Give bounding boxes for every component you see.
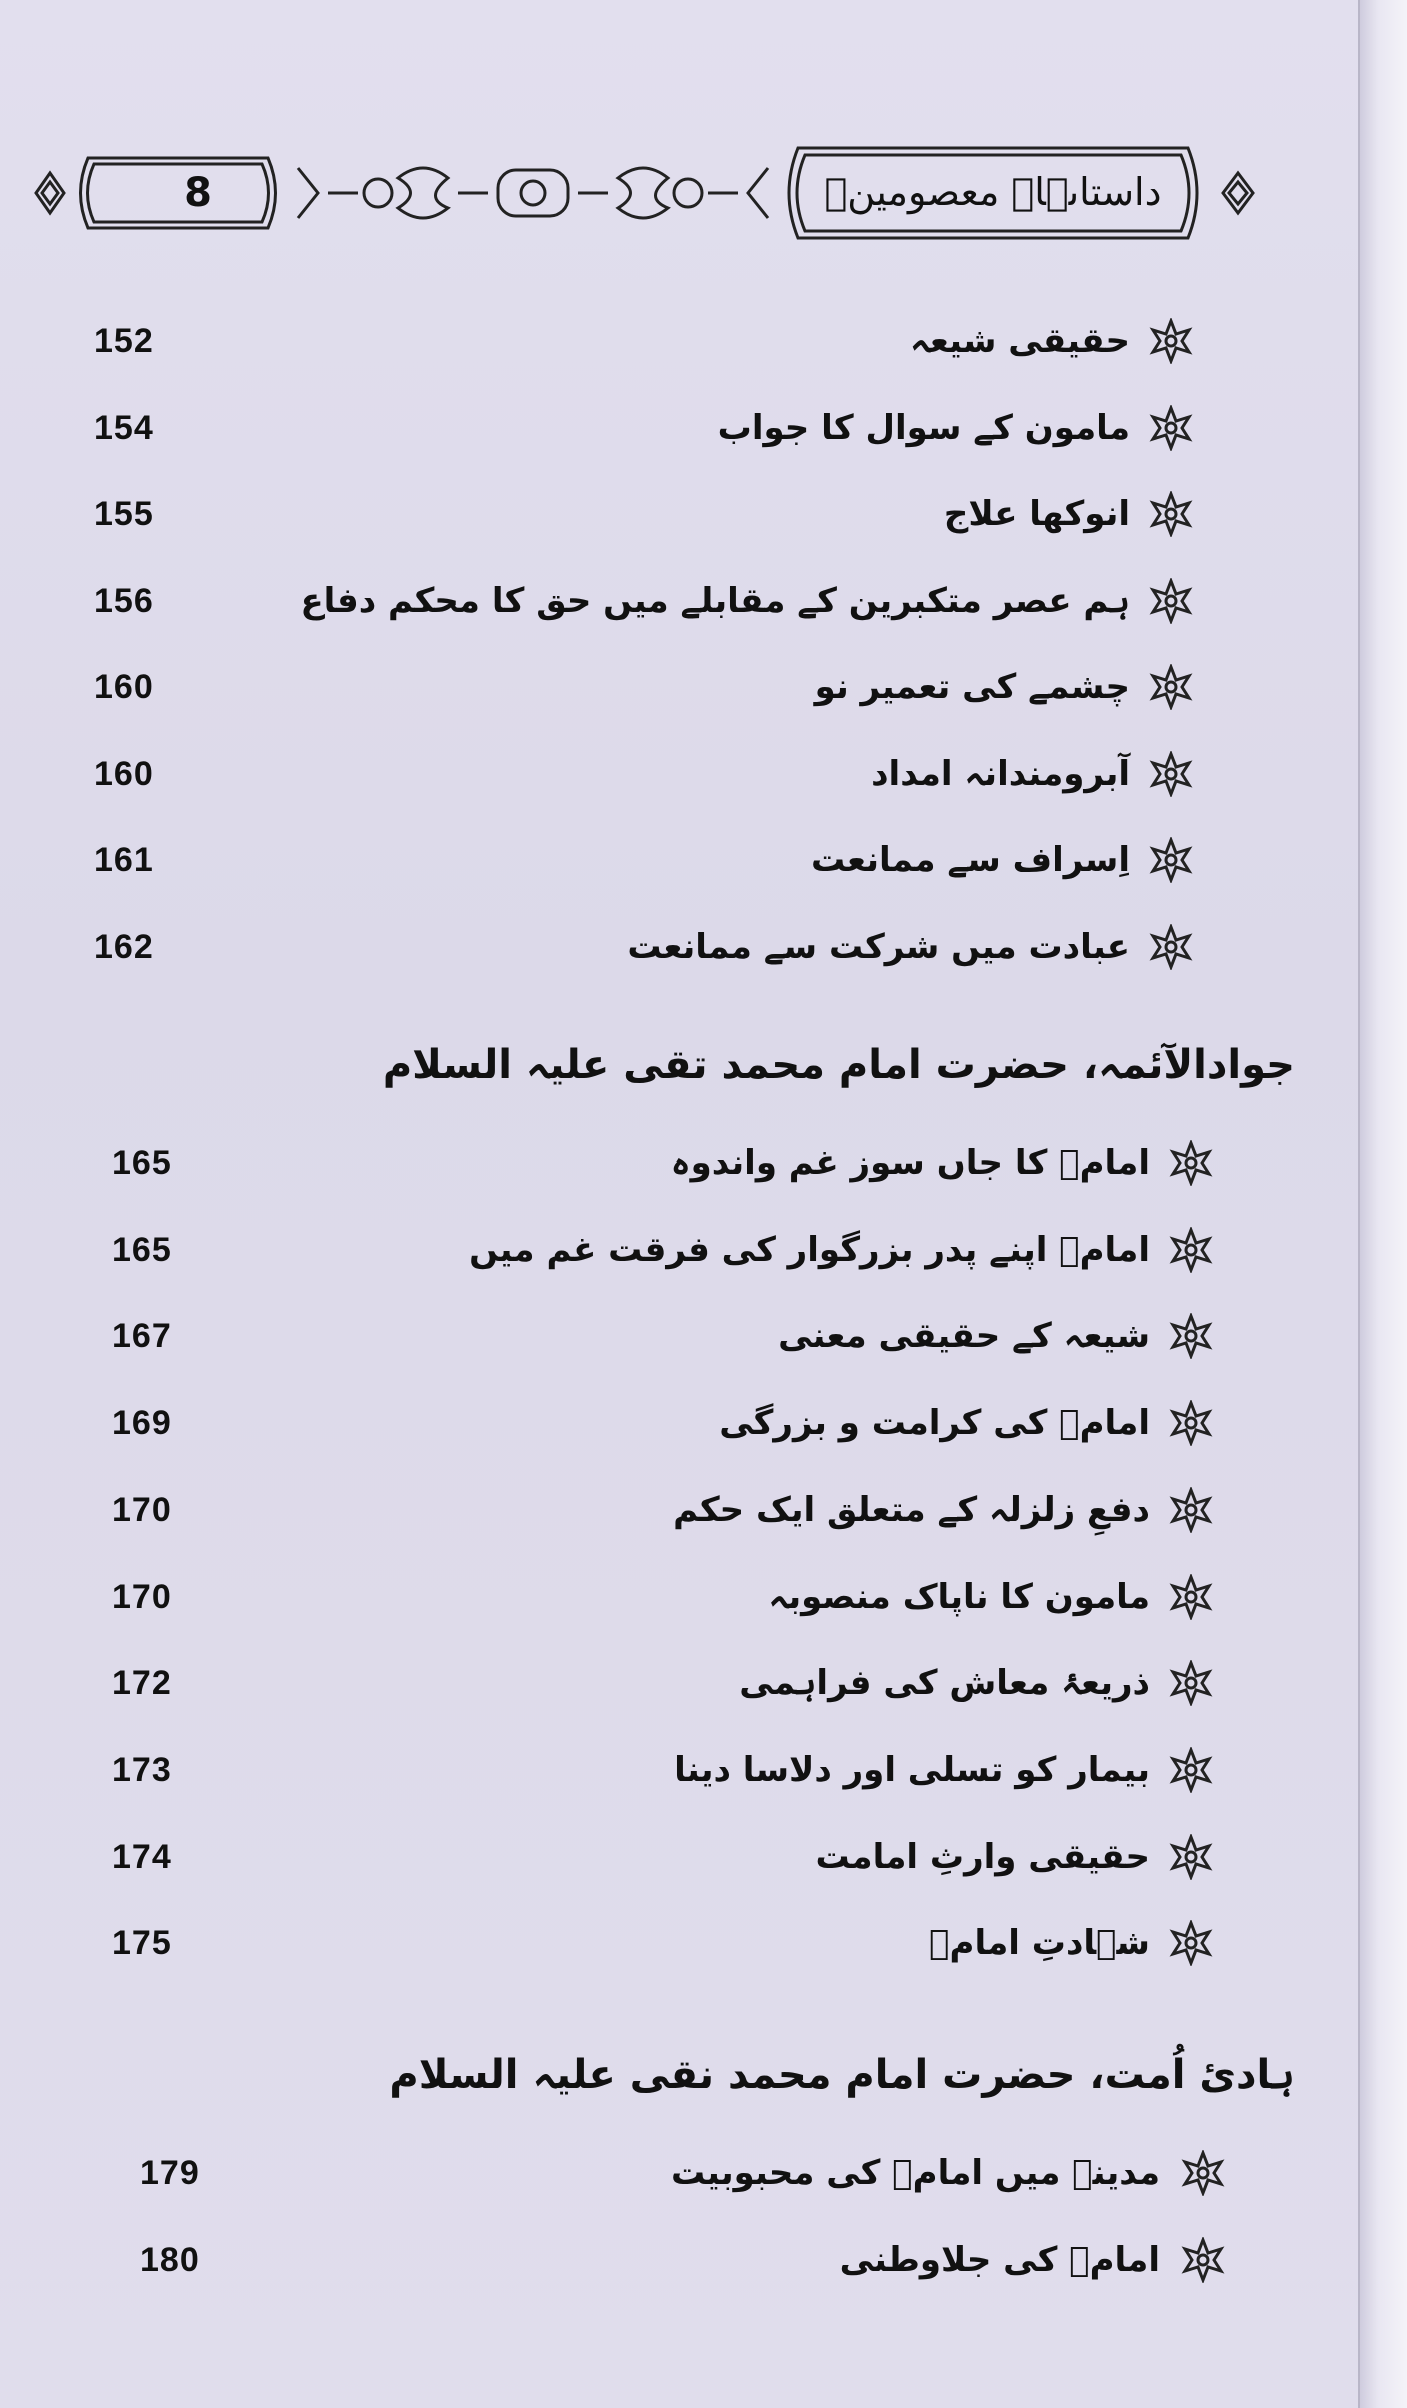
toc-page-number: 152 [94,322,154,360]
toc-entry[interactable] [0,1562,1360,1632]
toc-entry-title: حقیقی وارثِ امامت [815,1837,1150,1877]
toc-entry-title: آبرومندانہ امداد [871,754,1130,794]
toc-entry[interactable] [0,1128,1360,1198]
toc-entry-title: امامؑ کا جاں سوز غم واندوہ [670,1143,1150,1183]
toc-entry-title: عبادت میں شرکت سے ممانعت [627,927,1130,967]
toc-entry[interactable] [0,566,1360,636]
toc-page-number: 172 [112,1664,172,1702]
star-bullet-icon [1148,664,1194,710]
toc-entry-title: مامون کے سوال کا جواب [717,408,1130,448]
star-bullet-icon [1168,1660,1214,1706]
toc-page-number: 160 [94,668,154,706]
star-bullet-icon [1148,405,1194,451]
toc-entry[interactable] [0,825,1360,895]
toc-entry-title: ذریعۂ معاش کی فراہمی [739,1663,1150,1703]
toc-entry[interactable] [0,306,1360,376]
toc-page-number: 156 [94,582,154,620]
toc-entry-title: امامؑ اپنے پدر بزرگوار کی فرقت غم میں [469,1230,1150,1270]
toc-entry[interactable] [0,1908,1360,1978]
book-title: داستاںہاے معصومینؑ [824,170,1162,214]
toc-entry-title: انوکھا علاج [943,494,1130,534]
toc-page-number: 154 [94,409,154,447]
section-heading: ہادیٔ اُمت، حضرت امام محمد نقی علیہ السلام [389,2052,1295,2098]
toc-entry[interactable] [0,739,1360,809]
toc-entry[interactable] [0,2138,1360,2208]
star-bullet-icon [1168,1227,1214,1273]
star-bullet-icon [1168,1747,1214,1793]
section-heading: جوادالآئمہ، حضرت امام محمد تقی علیہ السلام [382,1042,1295,1088]
toc-entry-title: بیمار کو تسلی اور دلاسا دینا [674,1750,1150,1790]
toc-page-number: 165 [112,1144,172,1182]
toc-entry-title: حقیقی شیعہ [910,321,1130,361]
page-edge [1358,0,1407,2408]
toc-entry-title: ہم عصر متکبرین کے مقابلے میں حق کا محکم دفاع [300,581,1130,621]
toc-page-number: 161 [94,841,154,879]
toc-entry[interactable] [0,652,1360,722]
star-bullet-icon [1180,2237,1226,2283]
star-bullet-icon [1168,1313,1214,1359]
star-bullet-icon [1148,837,1194,883]
star-bullet-icon [1148,318,1194,364]
toc-page-number: 180 [140,2241,200,2279]
toc-page-number: 170 [112,1491,172,1529]
star-bullet-icon [1148,751,1194,797]
toc-entry[interactable] [0,1822,1360,1892]
star-bullet-icon [1168,1920,1214,1966]
page-number: 8 [184,170,212,216]
toc-entry[interactable] [0,393,1360,463]
toc-page-number: 160 [94,755,154,793]
star-bullet-icon [1148,924,1194,970]
toc-entry[interactable] [0,1648,1360,1718]
toc-entry-title: امامؑ کی جلاوطنی [839,2240,1160,2280]
toc-entry-title: شیعہ کے حقیقی معنی [778,1316,1150,1356]
toc-page-number: 155 [94,495,154,533]
toc-entry-title: اِسراف سے ممانعت [811,840,1130,880]
star-bullet-icon [1168,1834,1214,1880]
star-bullet-icon [1168,1140,1214,1186]
star-bullet-icon [1168,1400,1214,1446]
toc-entry[interactable] [0,1475,1360,1545]
toc-entry[interactable] [0,1301,1360,1371]
toc-entry-title: چشمے کی تعمیر نو [814,667,1130,707]
toc-page-number: 174 [112,1838,172,1876]
toc-entry-title: مامون کا ناپاک منصوبہ [768,1577,1150,1617]
toc-entry-title: دفعِ زلزلہ کے متعلق ایک حکم [673,1490,1150,1530]
toc-entry-title: شہادتِ امامؑ [929,1923,1150,1963]
star-bullet-icon [1180,2150,1226,2196]
toc-page-number: 170 [112,1578,172,1616]
toc-entry[interactable] [0,1215,1360,1285]
toc-page-number: 165 [112,1231,172,1269]
toc-entry-title: مدینہ میں امامؑ کی محبوبیت [671,2153,1160,2193]
toc-page-number: 179 [140,2154,200,2192]
toc-page-number: 173 [112,1751,172,1789]
toc-entry-title: امامؑ کی کرامت و بزرگی [719,1403,1150,1443]
toc-page-number: 175 [112,1924,172,1962]
star-bullet-icon [1148,578,1194,624]
toc-entry[interactable] [0,2225,1360,2295]
toc-entry[interactable] [0,1388,1360,1458]
toc-page-number: 162 [94,928,154,966]
star-bullet-icon [1168,1574,1214,1620]
toc-page-number: 167 [112,1317,172,1355]
toc-entry[interactable] [0,1735,1360,1805]
toc-page-number: 169 [112,1404,172,1442]
star-bullet-icon [1148,491,1194,537]
toc-entry[interactable] [0,912,1360,982]
star-bullet-icon [1168,1487,1214,1533]
toc-entry[interactable] [0,479,1360,549]
